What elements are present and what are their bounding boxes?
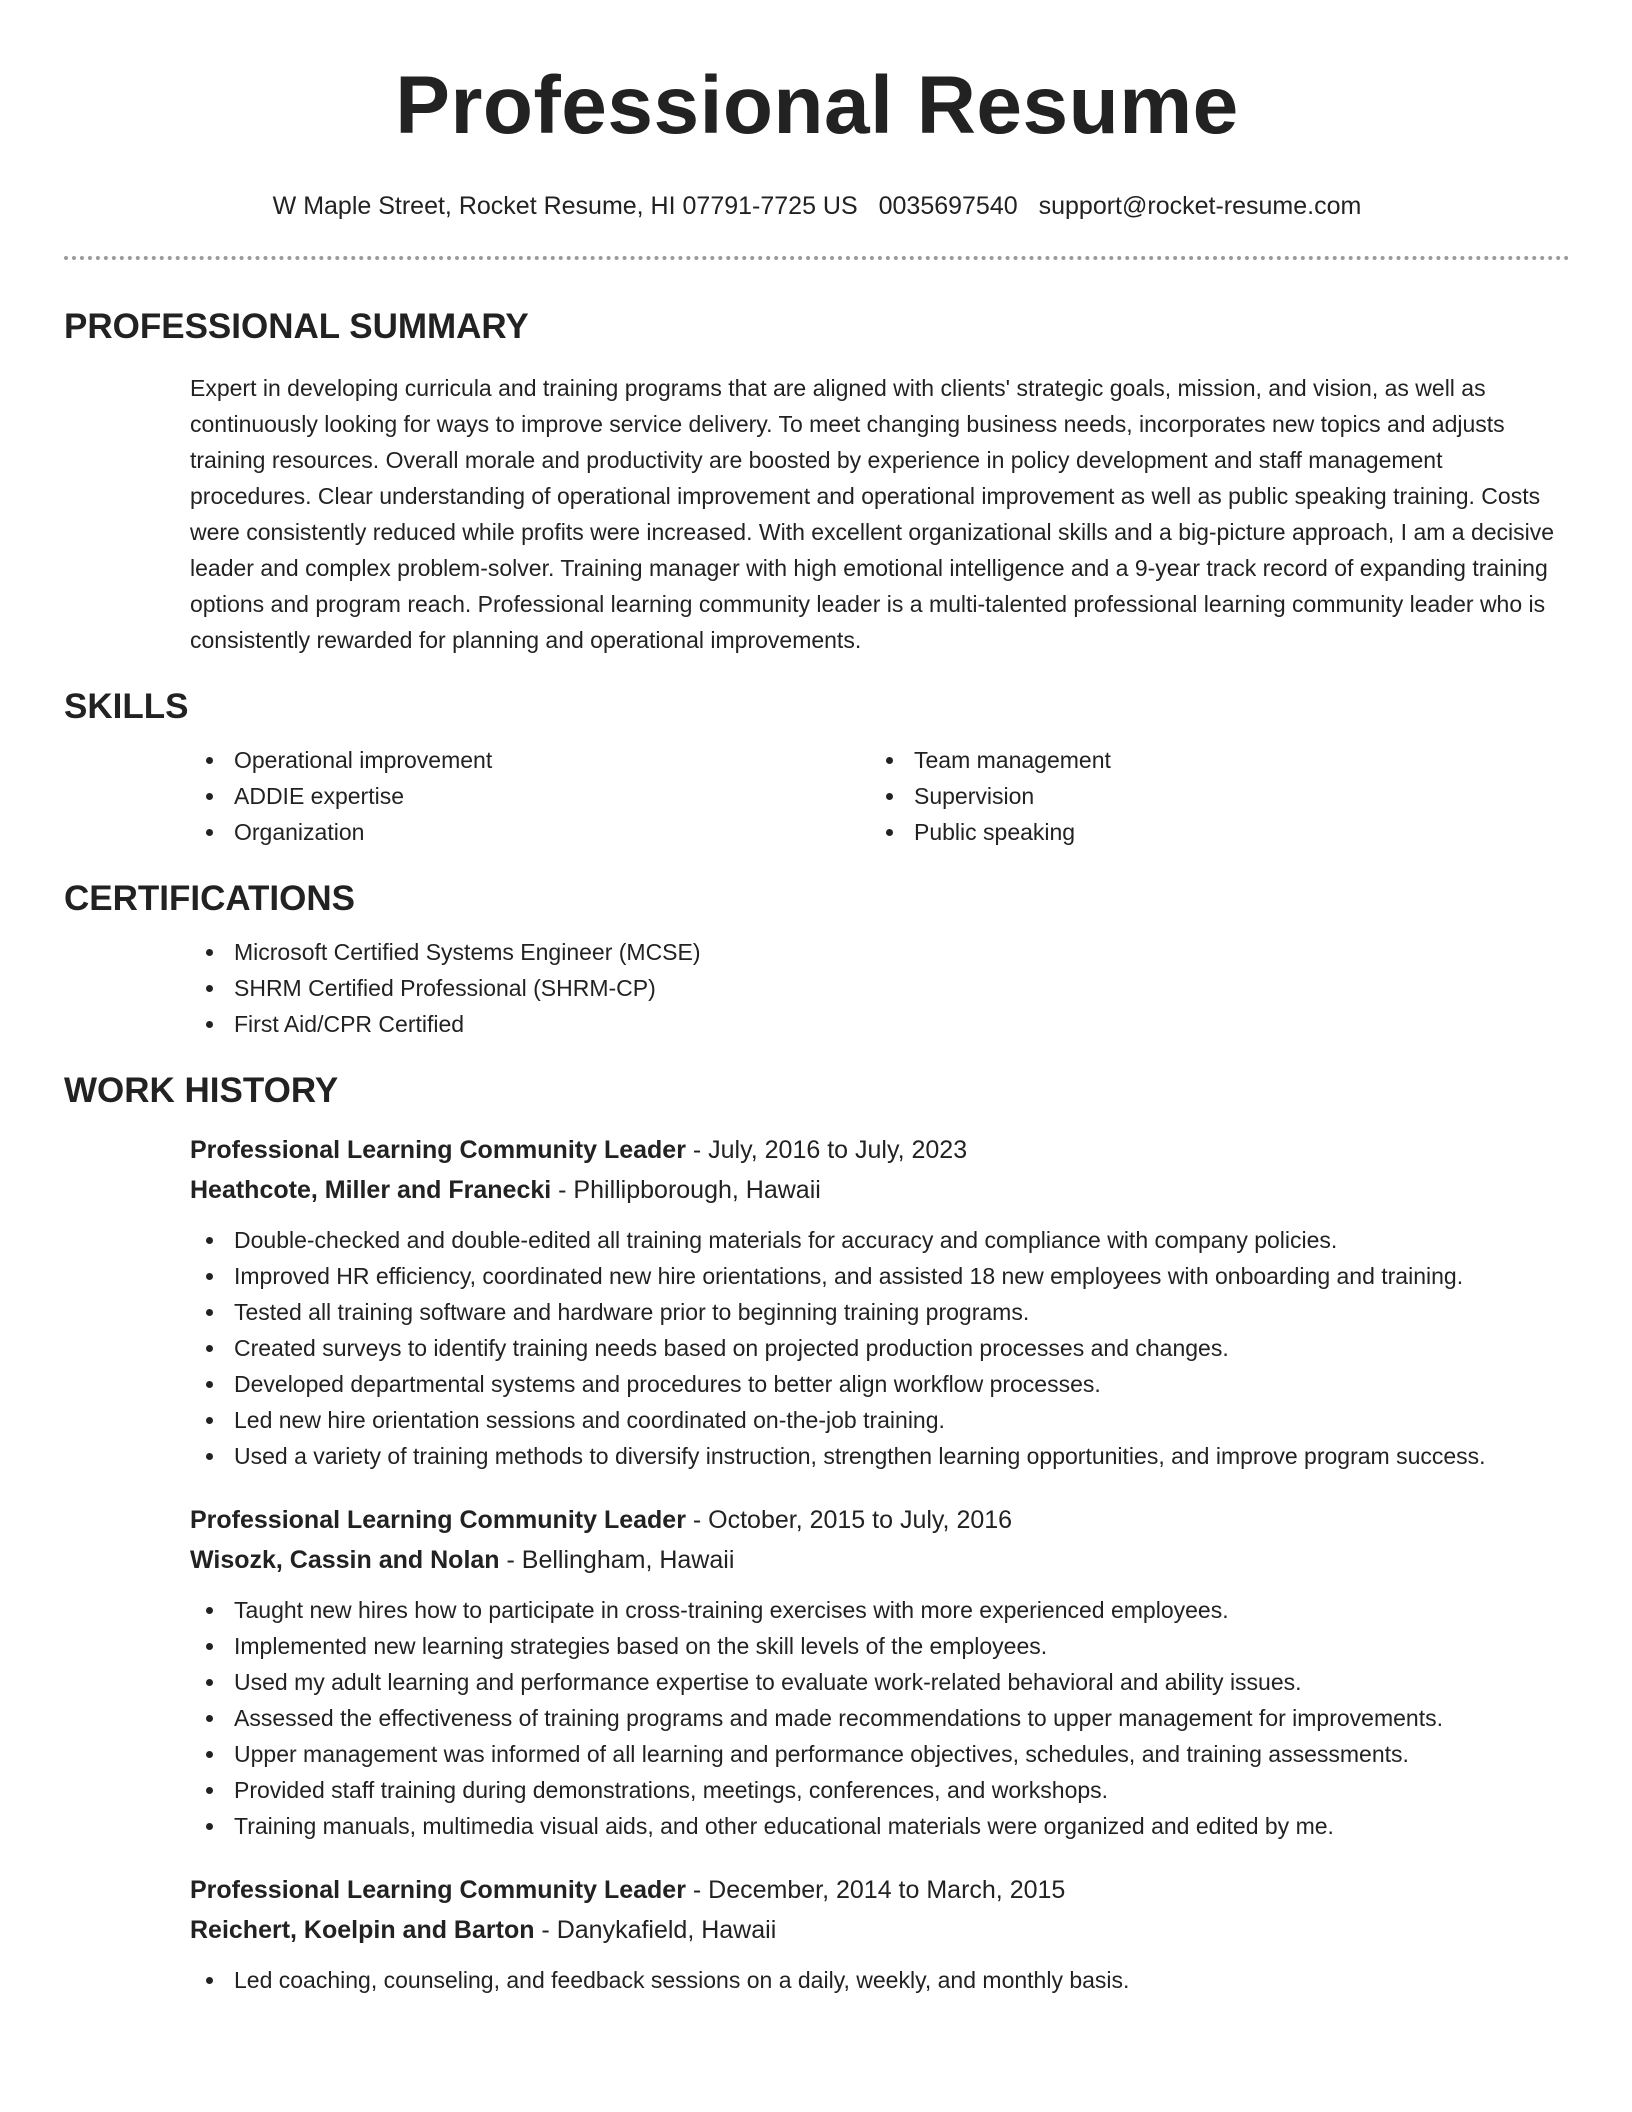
certification-item: First Aid/CPR Certified <box>190 1006 1570 1042</box>
resume-page <box>64 0 1570 1998</box>
job-entry <box>190 1500 1570 1844</box>
summary-text: Expert in developing curricula and training programs that are aligned with clients' strategic goals, mission, and vision, as well as continuously looking for ways to improve service delivery. To meet changing business needs, incorporates new topics and adjusts training resources. Overall morale and productivity are boosted by experience in policy development and staff management procedures. Clear understanding of operational improvement and operational improvement as well as public speaking training. Costs were consistently reduced while profits were increased. With excellent organizational skills and a big-picture approach, I am a decisive leader and complex problem-solver. Training manager with high emotional intelligence and a 9-year track record of expanding training options and program reach. Professional learning community leader is a multi-talented professional learning community leader who is consistently rewarded for planning and operational improvements. <box>190 375 1555 653</box>
job-dates: - December, 2014 to March, 2015 <box>685 1876 1066 1904</box>
skill-item: Organization <box>190 814 870 850</box>
job-title: Professional Learning Community Leader <box>190 1136 686 1164</box>
job-title-line <box>190 1500 1570 1540</box>
job-location: - Phillipborough, Hawaii <box>551 1176 821 1204</box>
job-company: Wisozk, Cassin and Nolan <box>190 1546 500 1574</box>
job-bullet: Upper management was informed of all learning and performance objectives, schedules, and training assessments. <box>190 1736 1570 1772</box>
skill-item: Operational improvement <box>190 742 870 778</box>
header-divider <box>64 256 1570 260</box>
certification-item: Microsoft Certified Systems Engineer (MCSE) <box>190 934 1570 970</box>
job-bullet: Led new hire orientation sessions and coordinated on-the-job training. <box>190 1402 1570 1438</box>
skills-heading: SKILLS <box>64 687 189 726</box>
summary-heading: PROFESSIONAL SUMMARY <box>64 307 529 346</box>
skills-column-left <box>190 742 870 850</box>
skill-item: Supervision <box>870 778 1550 814</box>
job-company-line <box>190 1170 1570 1210</box>
job-bullet: Tested all training software and hardware prior to beginning training programs. <box>190 1294 1570 1330</box>
certifications-list <box>190 934 1570 1042</box>
job-bullet: Used a variety of training methods to diversify instruction, strengthen learning opportunities, and improve program success. <box>190 1438 1570 1474</box>
job-title: Professional Learning Community Leader <box>190 1506 686 1534</box>
job-entry <box>190 1130 1570 1474</box>
job-bullet: Training manuals, multimedia visual aids, and other educational materials were organized and edited by me. <box>190 1808 1570 1844</box>
job-bullet: Double-checked and double-edited all training materials for accuracy and compliance with company policies. <box>190 1222 1570 1258</box>
job-company: Heathcote, Miller and Franecki <box>190 1176 552 1204</box>
job-company-line <box>190 1910 1570 1950</box>
job-bullet: Led coaching, counseling, and feedback sessions on a daily, weekly, and monthly basis. <box>190 1962 1570 1998</box>
job-location: - Danykafield, Hawaii <box>534 1916 777 1944</box>
skills-list <box>190 742 1570 850</box>
skill-item: ADDIE expertise <box>190 778 870 814</box>
job-entry <box>190 1870 1570 1998</box>
job-bullet: Assessed the effectiveness of training programs and made recommendations to upper management for improvements. <box>190 1700 1570 1736</box>
job-company: Reichert, Koelpin and Barton <box>190 1916 535 1944</box>
certifications-heading: CERTIFICATIONS <box>64 879 356 918</box>
job-bullets <box>190 1222 1570 1474</box>
skill-item: Team management <box>870 742 1550 778</box>
job-bullet: Used my adult learning and performance expertise to evaluate work-related behavioral and ability issues. <box>190 1664 1570 1700</box>
job-bullet: Provided staff training during demonstrations, meetings, conferences, and workshops. <box>190 1772 1570 1808</box>
contact-email: support@rocket-resume.com <box>1038 192 1362 220</box>
contact-phone: 0035697540 <box>878 192 1018 220</box>
job-title-line <box>190 1130 1570 1170</box>
job-bullet: Implemented new learning strategies based on the skill levels of the employees. <box>190 1628 1570 1664</box>
job-dates: - July, 2016 to July, 2023 <box>685 1136 968 1164</box>
resume-title: Professional Resume <box>395 60 1239 151</box>
job-location: - Bellingham, Hawaii <box>499 1546 735 1574</box>
job-bullet: Created surveys to identify training needs based on projected production processes and changes. <box>190 1330 1570 1366</box>
job-bullets <box>190 1962 1570 1998</box>
work-history-heading: WORK HISTORY <box>64 1071 339 1110</box>
skill-item: Public speaking <box>870 814 1550 850</box>
contact-address: W Maple Street, Rocket Resume, HI 07791-7725 US <box>272 192 858 220</box>
job-bullet: Developed departmental systems and procedures to better align workflow processes. <box>190 1366 1570 1402</box>
job-dates: - October, 2015 to July, 2016 <box>685 1506 1013 1534</box>
job-bullet: Improved HR efficiency, coordinated new hire orientations, and assisted 18 new employees with onboarding and training. <box>190 1258 1570 1294</box>
job-title: Professional Learning Community Leader <box>190 1876 686 1904</box>
job-bullets <box>190 1592 1570 1844</box>
job-company-line <box>190 1540 1570 1580</box>
certification-item: SHRM Certified Professional (SHRM-CP) <box>190 970 1570 1006</box>
skills-column-right <box>870 742 1550 850</box>
job-title-line <box>190 1870 1570 1910</box>
contact-line <box>64 190 1570 222</box>
job-bullet: Taught new hires how to participate in cross-training exercises with more experienced employees. <box>190 1592 1570 1628</box>
